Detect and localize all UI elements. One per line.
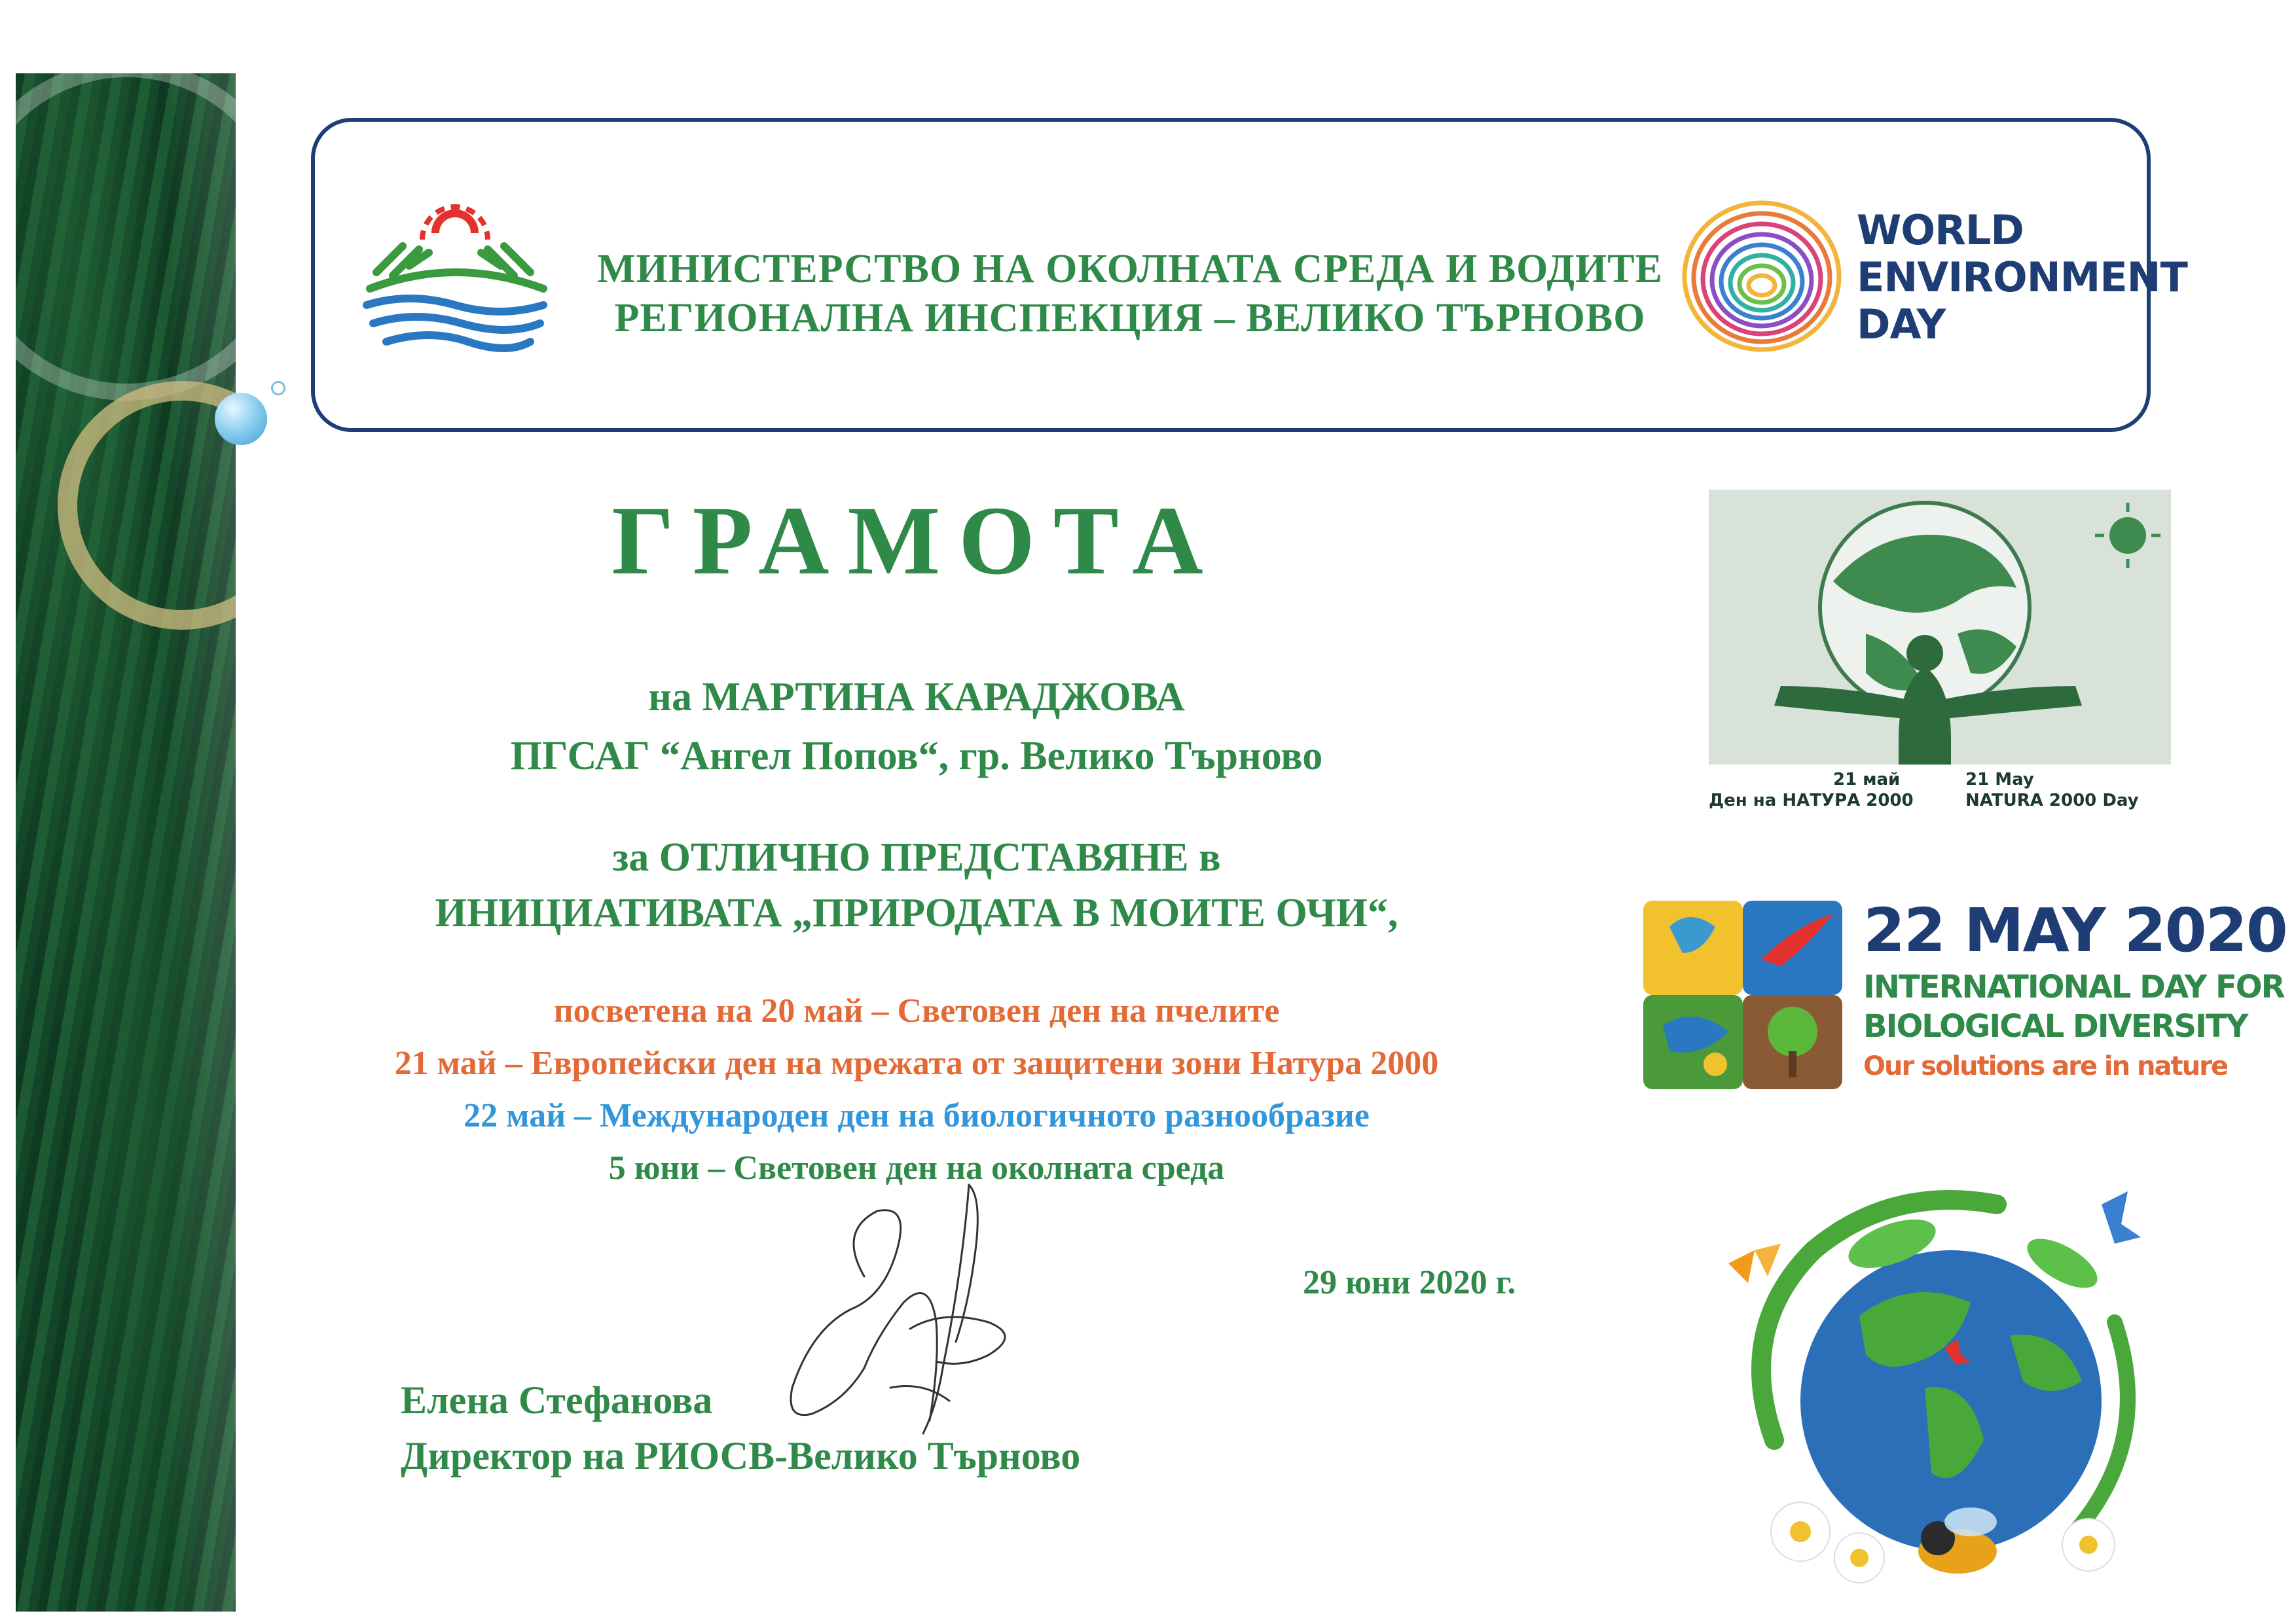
decorative-small-bubble — [271, 381, 285, 395]
biodiversity-slogan: Our solutions are in nature — [1863, 1051, 2227, 1081]
butterfly-icon — [1728, 1244, 1781, 1283]
wed-line: WORLD — [1857, 206, 2024, 254]
handwritten-signature — [773, 1172, 1100, 1466]
decorative-ring — [16, 73, 236, 401]
header-box — [311, 118, 2187, 432]
inspectorate-name: РЕГИОНАЛНА ИНСПЕКЦИЯ – ВЕЛИКО ТЪРНОВО — [614, 296, 1646, 340]
globe-person-illustration — [1709, 490, 2171, 821]
school-name: ПГСАГ “Ангел Попов“, гр. Велико Търново — [510, 734, 1323, 778]
fingerprint-icon — [1677, 191, 1847, 361]
dedication-line: 22 май – Международен ден на биологичното разнообразие — [464, 1097, 1370, 1134]
natura-2000-card — [1709, 490, 2171, 821]
natura-date-bg: 21 май — [1833, 770, 1901, 789]
certificate-title: ГРАМОТА — [611, 486, 1222, 595]
issue-date: 29 юни 2020 г. — [1303, 1264, 1516, 1301]
award-line: за ОТЛИЧНО ПРЕДСТАВЯНЕ в — [612, 835, 1221, 880]
natura-date-en: 21 May — [1965, 770, 2034, 789]
world-environment-day-wordmark — [1857, 206, 2187, 348]
dedication-line: посветена на 20 май – Световен ден на пчелите — [553, 992, 1280, 1030]
decorative-bubble — [215, 393, 267, 445]
decorative-side-strip — [16, 73, 236, 1612]
natura-name-en: NATURA 2000 Day — [1965, 791, 2139, 810]
dedication-line: 21 май – Европейски ден на мрежата от защитени зони Натура 2000 — [394, 1045, 1439, 1082]
biodiversity-line: BIOLOGICAL DIVERSITY — [1863, 1008, 2248, 1045]
earth-nature-illustration — [1696, 1165, 2193, 1610]
biodiversity-date: 22 MAY 2020 — [1863, 895, 2287, 965]
recipient-name: на МАРТИНА КАРАДЖОВА — [648, 675, 1185, 719]
signer-name: Елена Стефанова — [401, 1379, 713, 1422]
dedication-line: 5 юни – Световен ден на околната среда — [608, 1149, 1225, 1187]
award-line: ИНИЦИАТИВАТА „ПРИРОДАТА В МОИТЕ ОЧИ“, — [435, 891, 1398, 935]
wed-line: DAY — [1857, 300, 1946, 348]
biodiversity-line: INTERNATIONAL DAY FOR — [1863, 969, 2284, 1005]
ministry-name: МИНИСТЕРСТВО НА ОКОЛНАТА СРЕДА И ВОДИТЕ — [597, 247, 1663, 291]
ministry-logo — [357, 194, 553, 357]
natura-name-bg: Ден на НАТУРА 2000 — [1709, 791, 1914, 810]
wed-line: ENVIRONMENT — [1857, 253, 2187, 301]
biodiversity-tiles-logo — [1643, 901, 1842, 1089]
signer-title: Директор на РИОСВ-Велико Търново — [401, 1434, 1081, 1477]
